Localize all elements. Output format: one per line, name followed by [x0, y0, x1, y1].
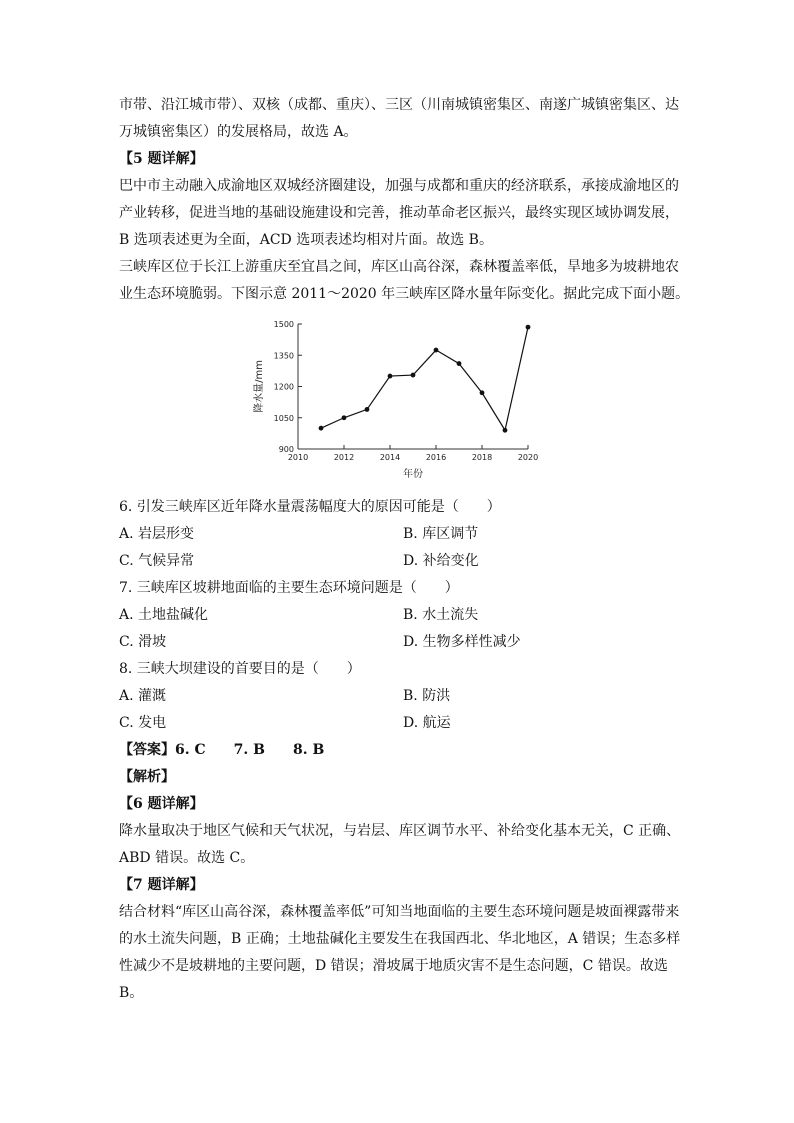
- option-c: C. 发电: [119, 715, 167, 731]
- text-line: 的水土流失问题，B 正确；土地盐碱化主要发生在我国西北、华北地区，A 错误；生态多样: [119, 931, 681, 947]
- option-d: D. 补给变化: [403, 553, 479, 569]
- data-point: [526, 325, 531, 330]
- chart-axes: [274, 320, 539, 462]
- option-b: B. 水土流失: [403, 607, 479, 623]
- question-stem: 8. 三峡大坝建设的首要目的是（ ）: [119, 661, 361, 677]
- y-tick-label: 1350: [273, 351, 294, 361]
- question-stem: 7. 三峡库区坡耕地面临的主要生态环境问题是（ ）: [119, 580, 459, 596]
- x-tick-label: 2010: [287, 453, 309, 462]
- question-stem: 6. 引发三峡库区近年降水量震荡幅度大的原因可能是（ ）: [119, 499, 501, 515]
- series-line: [321, 327, 528, 430]
- text-line: ABD 错误。故选 C。: [119, 850, 255, 866]
- option-c: C. 气候异常: [119, 553, 195, 569]
- option-a: A. 岩层形变: [119, 526, 195, 542]
- option-b: B. 库区调节: [403, 526, 479, 542]
- y-tick-label: 1050: [273, 413, 294, 423]
- option-b: B. 防洪: [403, 688, 451, 704]
- text-line: 降水量取决于地区气候和天气状况，与岩层、库区调节水平、补给变化基本无关，C 正确、: [119, 823, 681, 839]
- x-axis-label: 年份: [403, 469, 423, 480]
- x-tick-label: 2020: [517, 453, 539, 462]
- option-a: A. 土地盐碱化: [119, 607, 209, 623]
- text-line: 三峡库区位于长江上游重庆至宜昌之间，库区山高谷深，森林覆盖率低，旱地多为坡耕地农: [119, 259, 679, 275]
- text-line: B。: [119, 985, 144, 1001]
- text-line: B 选项表述更为全面，ACD 选项表述均相对片面。故选 B。: [119, 232, 493, 248]
- answer-line: 【答案】6. C 7. B 8. B: [119, 742, 325, 758]
- y-tick-label: 1200: [273, 382, 294, 392]
- data-point: [434, 348, 439, 353]
- chart-series: [319, 325, 531, 433]
- data-point: [457, 361, 462, 366]
- x-tick-label: 2012: [333, 453, 355, 462]
- y-tick-label: 1500: [273, 320, 294, 329]
- text-line: 巴中市主动融入成渝地区双城经济圈建设，加强与成都和重庆的经济联系，承接成渝地区的: [119, 178, 679, 194]
- data-point: [503, 428, 508, 433]
- text-line: 结合材料“库区山高谷深，森林覆盖率低”可知当地面临的主要生态环境问题是坡面裸露带来: [119, 904, 680, 920]
- section-heading: 【7 题详解】: [119, 877, 204, 893]
- data-point: [411, 373, 416, 378]
- x-tick-label: 2016: [425, 453, 447, 462]
- data-point: [342, 415, 347, 420]
- precipitation-chart: [248, 314, 548, 489]
- text-line: 市带、沿江城市带）、双核（成都、重庆）、三区（川南城镇密集区、南遂广城镇密集区、达: [119, 97, 679, 113]
- data-point: [365, 407, 370, 412]
- data-point: [319, 426, 324, 431]
- text-line: 产业转移，促进当地的基础设施建设和完善，推动革命老区振兴，最终实现区域协调发展，: [119, 205, 679, 221]
- y-axis-label: 降水量/mm: [254, 360, 265, 413]
- text-line: 业生态环境脆弱。下图示意 2011～2020 年三峡库区降水量年际变化。据此完成下面小题。: [119, 286, 690, 302]
- text-line: 万城镇密集区）的发展格局，故选 A。: [119, 124, 358, 140]
- section-heading: 【5 题详解】: [119, 151, 204, 167]
- option-d: D. 航运: [403, 715, 451, 731]
- x-tick-label: 2018: [471, 453, 493, 462]
- x-tick-label: 2014: [379, 453, 401, 462]
- data-point: [480, 390, 485, 395]
- section-heading: 【6 题详解】: [119, 796, 204, 812]
- option-a: A. 灌溉: [119, 688, 167, 704]
- option-c: C. 滑坡: [119, 634, 167, 650]
- section-heading: 【解析】: [119, 769, 175, 785]
- y-tick-label: 900: [278, 445, 294, 454]
- text-line: 性减少不是坡耕地的主要问题，D 错误；滑坡属于地质灾害不是生态问题，C 错误。故选: [119, 958, 668, 974]
- data-point: [388, 374, 393, 379]
- option-d: D. 生物多样性减少: [403, 634, 521, 650]
